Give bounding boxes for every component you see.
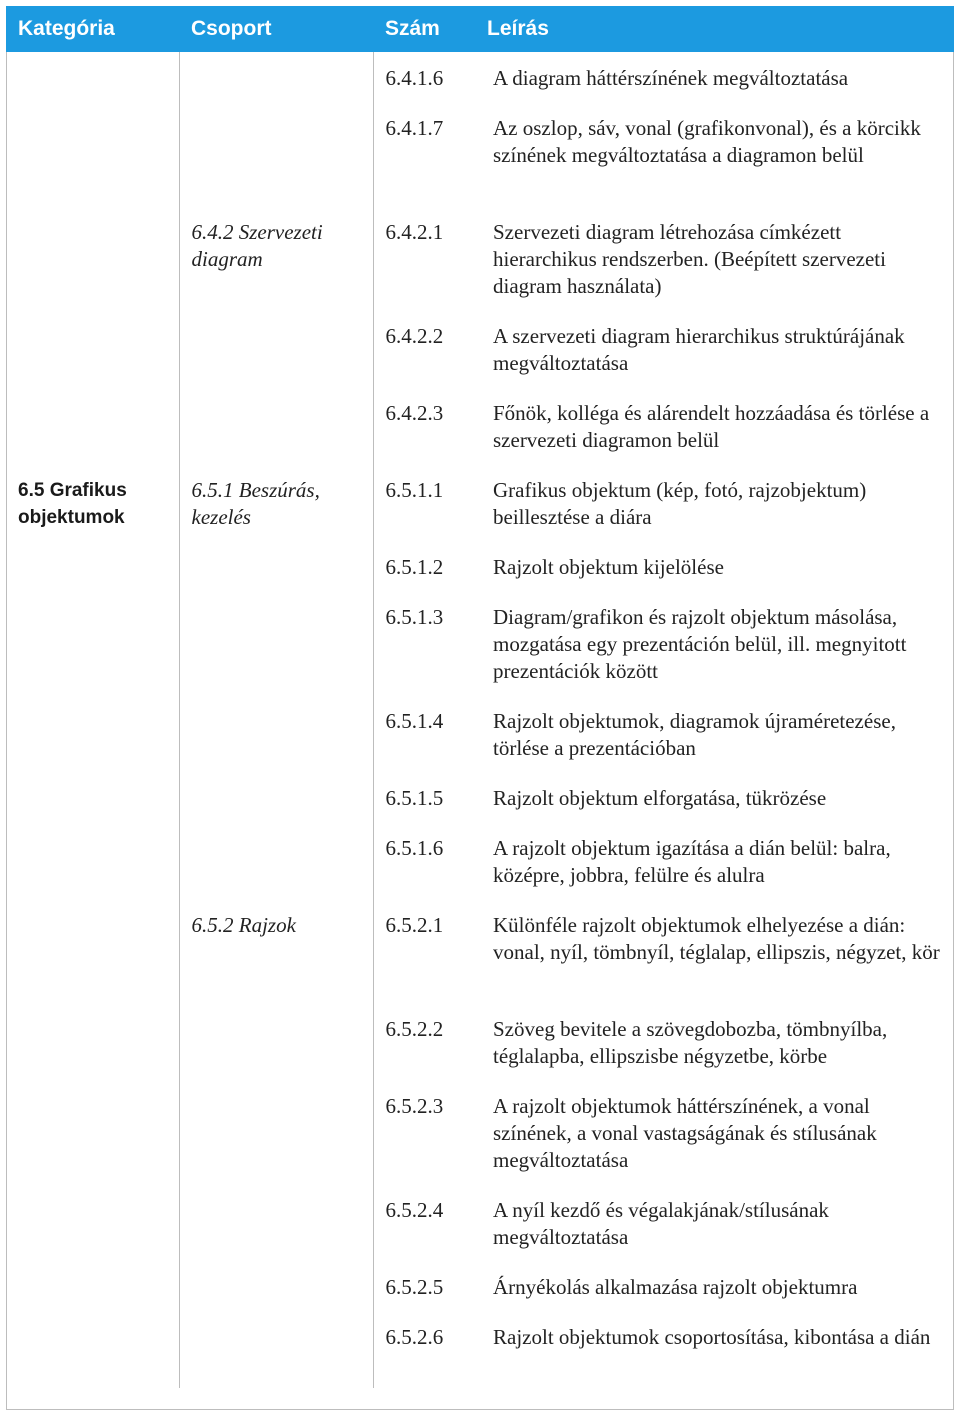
item-number: 6.4.2.3 <box>385 401 444 425</box>
item-number: 6.4.1.7 <box>385 116 444 140</box>
header-category: Kategória <box>18 17 115 40</box>
item-number: 6.5.2.2 <box>385 1017 444 1041</box>
table-header-row <box>6 6 954 52</box>
category-label: 6.5 Grafikus objektumok <box>18 480 127 528</box>
category-cell <box>6 464 179 1388</box>
table-row <box>6 52 954 102</box>
item-number: 6.4.2.2 <box>385 324 444 348</box>
item-number: 6.5.1.3 <box>385 605 444 629</box>
item-description: Rajzolt objektum elforgatása, tükrözése <box>493 786 827 810</box>
item-number: 6.5.2.3 <box>385 1094 444 1118</box>
item-description: Diagram/grafikon és rajzolt objektum másolása, mozgatása egy prezentáción belül, ill. megnyitott prezentációk között <box>493 605 907 683</box>
item-description: Szöveg bevitele a szövegdobozba, tömbnyílba, téglalapba, ellipszisbe négyzetbe, körbe <box>493 1017 888 1068</box>
item-description: Rajzolt objektum kijelölése <box>493 555 724 579</box>
item-number: 6.4.2.1 <box>385 220 444 244</box>
item-description: Rajzolt objektumok csoportosítása, kibontása a dián <box>493 1325 931 1349</box>
item-description: A nyíl kezdő és végalakjának/stílusának megváltoztatása <box>493 1198 829 1249</box>
item-number: 6.5.2.5 <box>385 1275 444 1299</box>
item-description: Különféle rajzolt objektumok elhelyezése a dián: vonal, nyíl, tömbnyíl, téglalap, ellipszis, négyzet, kör <box>493 913 940 964</box>
item-description: A diagram háttérszínének megváltoztatása <box>493 66 849 90</box>
header-number: Szám <box>385 17 440 40</box>
category-cell-empty <box>6 52 179 464</box>
item-description: Rajzolt objektumok, diagramok újraméretezése, törlése a prezentációban <box>493 709 896 760</box>
item-description: A szervezeti diagram hierarchikus struktúrájának megváltoztatása <box>493 324 905 375</box>
group-cell <box>179 464 373 899</box>
item-number: 6.5.1.4 <box>385 709 444 733</box>
header-description: Leírás <box>487 17 549 40</box>
group-cell-empty <box>179 52 373 206</box>
table-row <box>6 464 954 541</box>
group-label: 6.5.2 Rajzok <box>191 913 296 937</box>
item-number: 6.5.1.5 <box>385 786 444 810</box>
item-number: 6.4.1.6 <box>385 66 444 90</box>
item-number: 6.5.1.1 <box>385 478 444 502</box>
item-number: 6.5.2.4 <box>385 1198 444 1222</box>
group-label: 6.4.2 Szervezeti diagram <box>191 220 323 271</box>
item-description: A rajzolt objektum igazítása a dián belül: balra, középre, jobbra, felülre és alulra <box>493 836 891 887</box>
group-cell <box>179 899 373 1388</box>
item-description: Az oszlop, sáv, vonal (grafikonvonal), és a körcikk színének megváltoztatása a diagramon belül <box>493 116 921 167</box>
item-number: 6.5.2.6 <box>385 1325 444 1349</box>
header-group: Csoport <box>191 17 272 40</box>
item-description: Főnök, kolléga és alárendelt hozzáadása és törlése a szervezeti diagramon belül <box>493 401 930 452</box>
group-label: 6.5.1 Beszúrás, kezelés <box>191 478 320 529</box>
item-number: 6.5.1.2 <box>385 555 444 579</box>
syllabus-table <box>6 6 955 1388</box>
item-number: 6.5.2.1 <box>385 913 444 937</box>
item-description: Grafikus objektum (kép, fotó, rajzobjektum) beillesztése a diára <box>493 478 867 529</box>
item-description: A rajzolt objektumok háttérszínének, a vonal színének, a vonal vastagságának és stílusának megváltoztatása <box>493 1094 877 1172</box>
item-description: Árnyékolás alkalmazása rajzolt objektumra <box>493 1275 858 1299</box>
item-description: Szervezeti diagram létrehozása címkézett hierarchikus rendszerben. (Beépített szervezeti diagram használata) <box>493 220 886 298</box>
item-number: 6.5.1.6 <box>385 836 444 860</box>
group-cell <box>179 206 373 464</box>
